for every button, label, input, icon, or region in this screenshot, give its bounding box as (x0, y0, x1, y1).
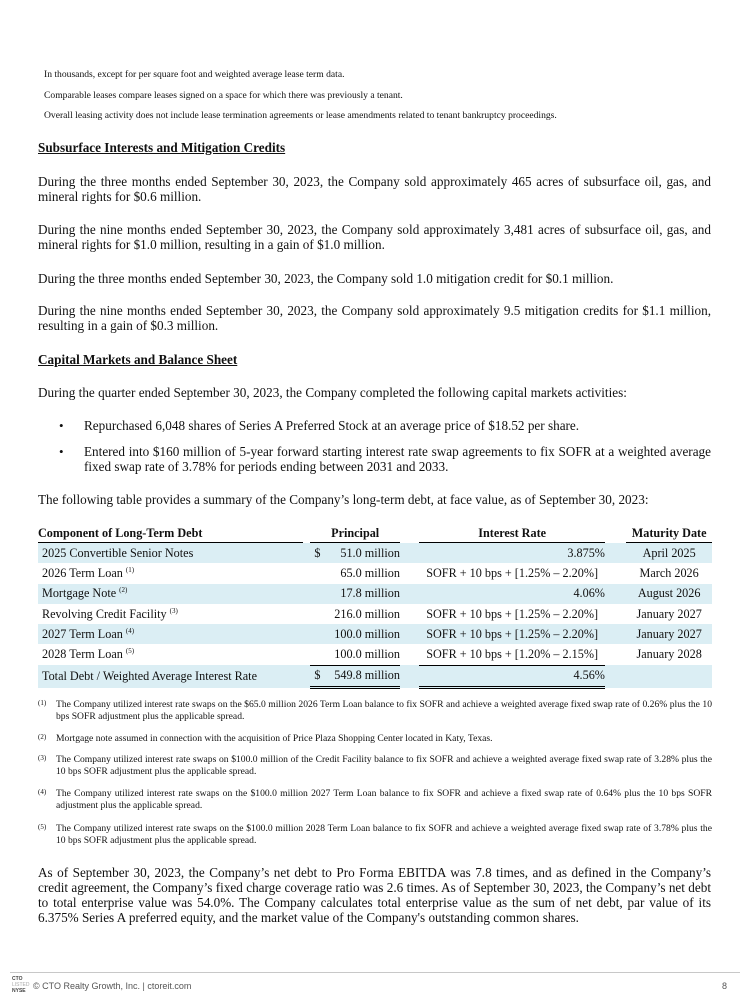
footnote-ref: (1) (125, 565, 135, 574)
note-line: In thousands, except for per square foot and weighted average lease term data. (44, 69, 345, 80)
footnote-text: The Company utilized interest rate swaps on $100.0 million of the Credit Facility balance to fix SOFR and achieve a weighted average fixed swap rate of 3.28% plus the 10 bps SOFR adjustment plus the applicable spread. (56, 754, 712, 777)
header-maturity: Maturity Date (626, 526, 712, 543)
cell-principal: 549.8 million (334, 668, 400, 683)
paragraph: The following table provides a summary of the Company’s long-term debt, at face value, as of September 30, 2023: (38, 492, 649, 507)
paragraph: During the quarter ended September 30, 2023, the Company completed the following capital markets activities: (38, 385, 627, 400)
cell-rate: SOFR + 10 bps + [1.25% – 2.20%] (419, 624, 605, 644)
cell-maturity: January 2027 (636, 606, 702, 621)
footer-divider (10, 972, 740, 973)
cell-rate: 3.875% (419, 543, 605, 563)
cell-component: 2027 Term Loan (42, 626, 123, 641)
footer-copyright: © CTO Realty Growth, Inc. | ctoreit.com (33, 981, 192, 991)
bullet-icon: • (59, 418, 64, 433)
header-principal: Principal (310, 526, 400, 543)
note-line: Comparable leases compare leases signed on a space for which there was previously a tenant. (44, 90, 403, 101)
cell-principal: 17.8 million (340, 586, 400, 601)
closing-paragraph: As of September 30, 2023, the Company’s net debt to Pro Forma EBITDA was 7.8 times, and as defined in the Company’s credit agreement, the Company’s fixed charge coverage ratio was 2.6 times. As of September 30, 2023, the Company’s net debt to total enterprise value was 54.0%. The Company calculates total enterprise value as the sum of net debt, par value of its 6.375% Series A preferred equity, and the market value of the Company's outstanding common shares. (38, 865, 711, 925)
footnote-mark: (4) (38, 788, 47, 796)
cell-dollar (310, 647, 314, 662)
bullet-item: Entered into $160 million of 5-year forward starting interest rate swap agreements to fix SOFR at a weighted average fixed swap rate of 3.78% for periods ending between 2031 and 2033. (84, 444, 711, 474)
cell-rate: SOFR + 10 bps + [1.25% – 2.20%] (426, 565, 599, 580)
cell-maturity (626, 665, 712, 687)
footnote-mark: (3) (38, 754, 47, 762)
footnote-mark: (1) (38, 699, 47, 707)
cell-rate: SOFR + 10 bps + [1.20% – 2.15%] (419, 644, 605, 665)
cell-maturity: January 2028 (636, 647, 702, 662)
section-heading-capital: Capital Markets and Balance Sheet (38, 352, 238, 367)
cell-component: Total Debt / Weighted Average Interest Rate (38, 665, 303, 687)
cell-dollar: $ (314, 545, 321, 560)
cell-dollar: $ (314, 668, 321, 683)
paragraph: During the three months ended September 30, 2023, the Company sold 1.0 mitigation credit for $0.1 million. (38, 271, 614, 286)
paragraph: During the three months ended September 30, 2023, the Company sold approximately 465 acres of subsurface oil, gas, and mineral rights for $0.6 million. (38, 174, 711, 204)
cell-principal: 100.0 million (334, 626, 400, 641)
footnote-text: The Company utilized interest rate swaps on the $100.0 million 2028 Term Loan balance to fix SOFR and achieve a weighted average fixed swap rate of 3.78% plus the 10 bps SOFR adjustment plus the applicable spread. (56, 823, 712, 846)
cell-rate: SOFR + 10 bps + [1.25% – 2.20%] (426, 606, 599, 621)
cell-maturity: March 2026 (639, 565, 699, 580)
table-row (38, 644, 712, 665)
cell-component: 2026 Term Loan (42, 565, 123, 580)
cell-component: Mortgage Note (42, 586, 117, 601)
paragraph: During the nine months ended September 30, 2023, the Company sold approximately 3,481 acres of subsurface oil, gas, and mineral rights for $1.0 million, resulting in a gain of $1.0 million. (38, 222, 711, 252)
cell-rate: 4.06% (419, 584, 605, 604)
bullet-icon: • (59, 444, 64, 459)
footnote-text: The Company utilized interest rate swaps on the $100.0 million 2027 Term Loan balance to fix SOFR and achieve a fixed swap rate of 0.64% plus the 10 bps SOFR adjustment plus the applicable spread. (56, 788, 712, 811)
cell-maturity: April 2025 (626, 543, 712, 563)
cell-principal: 216.0 million (334, 606, 400, 621)
footnote-mark: (5) (38, 823, 47, 831)
footnote-ref: (2) (119, 586, 128, 595)
header-component: Component of Long-Term Debt (38, 526, 303, 543)
bullet-item: Repurchased 6,048 shares of Series A Preferred Stock at an average price of $18.52 per share. (84, 418, 580, 433)
table-row (38, 543, 712, 563)
section-heading-subsurface: Subsurface Interests and Mitigation Credits (38, 140, 286, 155)
cell-maturity: January 2027 (626, 624, 712, 644)
header-interest-rate: Interest Rate (419, 526, 605, 543)
footnote-ref: (4) (125, 626, 135, 635)
footnote-mark: (2) (38, 733, 47, 741)
cell-principal: 100.0 million (334, 647, 400, 662)
footnote-ref: (5) (125, 647, 135, 656)
cell-component: 2028 Term Loan (42, 647, 123, 662)
table-total-row (38, 665, 712, 687)
footnote-ref: (3) (169, 606, 178, 615)
table-header-row (38, 526, 712, 543)
debt-table (38, 526, 712, 689)
cell-dollar (310, 586, 314, 601)
cell-dollar (310, 627, 314, 642)
cto-nyse-logo: CTO LISTED NYSE (12, 976, 30, 994)
cell-dollar (310, 566, 314, 581)
table-row (38, 604, 712, 624)
paragraph: During the nine months ended September 30, 2023, the Company sold approximately 9.5 mitigation credits for $1.1 million, resulting in a gain of $0.3 million. (38, 303, 711, 333)
page-number: 8 (722, 981, 728, 991)
table-row (38, 624, 712, 644)
footnote-text: Mortgage note assumed in connection with the acquisition of Price Plaza Shopping Center located in Katy, Texas. (56, 733, 493, 744)
cell-principal: 51.0 million (340, 545, 400, 560)
cell-rate: 4.56% (419, 665, 605, 687)
table-row (38, 563, 712, 583)
cell-component: 2025 Convertible Senior Notes (38, 543, 303, 563)
cell-dollar (310, 607, 314, 622)
cell-principal: 65.0 million (340, 565, 400, 580)
footnote-text: The Company utilized interest rate swaps on the $65.0 million 2026 Term Loan balance to fix SOFR and achieve a weighted average fixed swap rate of 0.26% plus the 10 bps SOFR adjustment plus the applicable spread. (56, 699, 712, 722)
note-line: Overall leasing activity does not include lease termination agreements or lease amendments related to tenant bankruptcy proceedings. (44, 110, 557, 121)
cell-maturity: August 2026 (626, 584, 712, 604)
table-row (38, 584, 712, 604)
cell-component: Revolving Credit Facility (42, 606, 167, 621)
